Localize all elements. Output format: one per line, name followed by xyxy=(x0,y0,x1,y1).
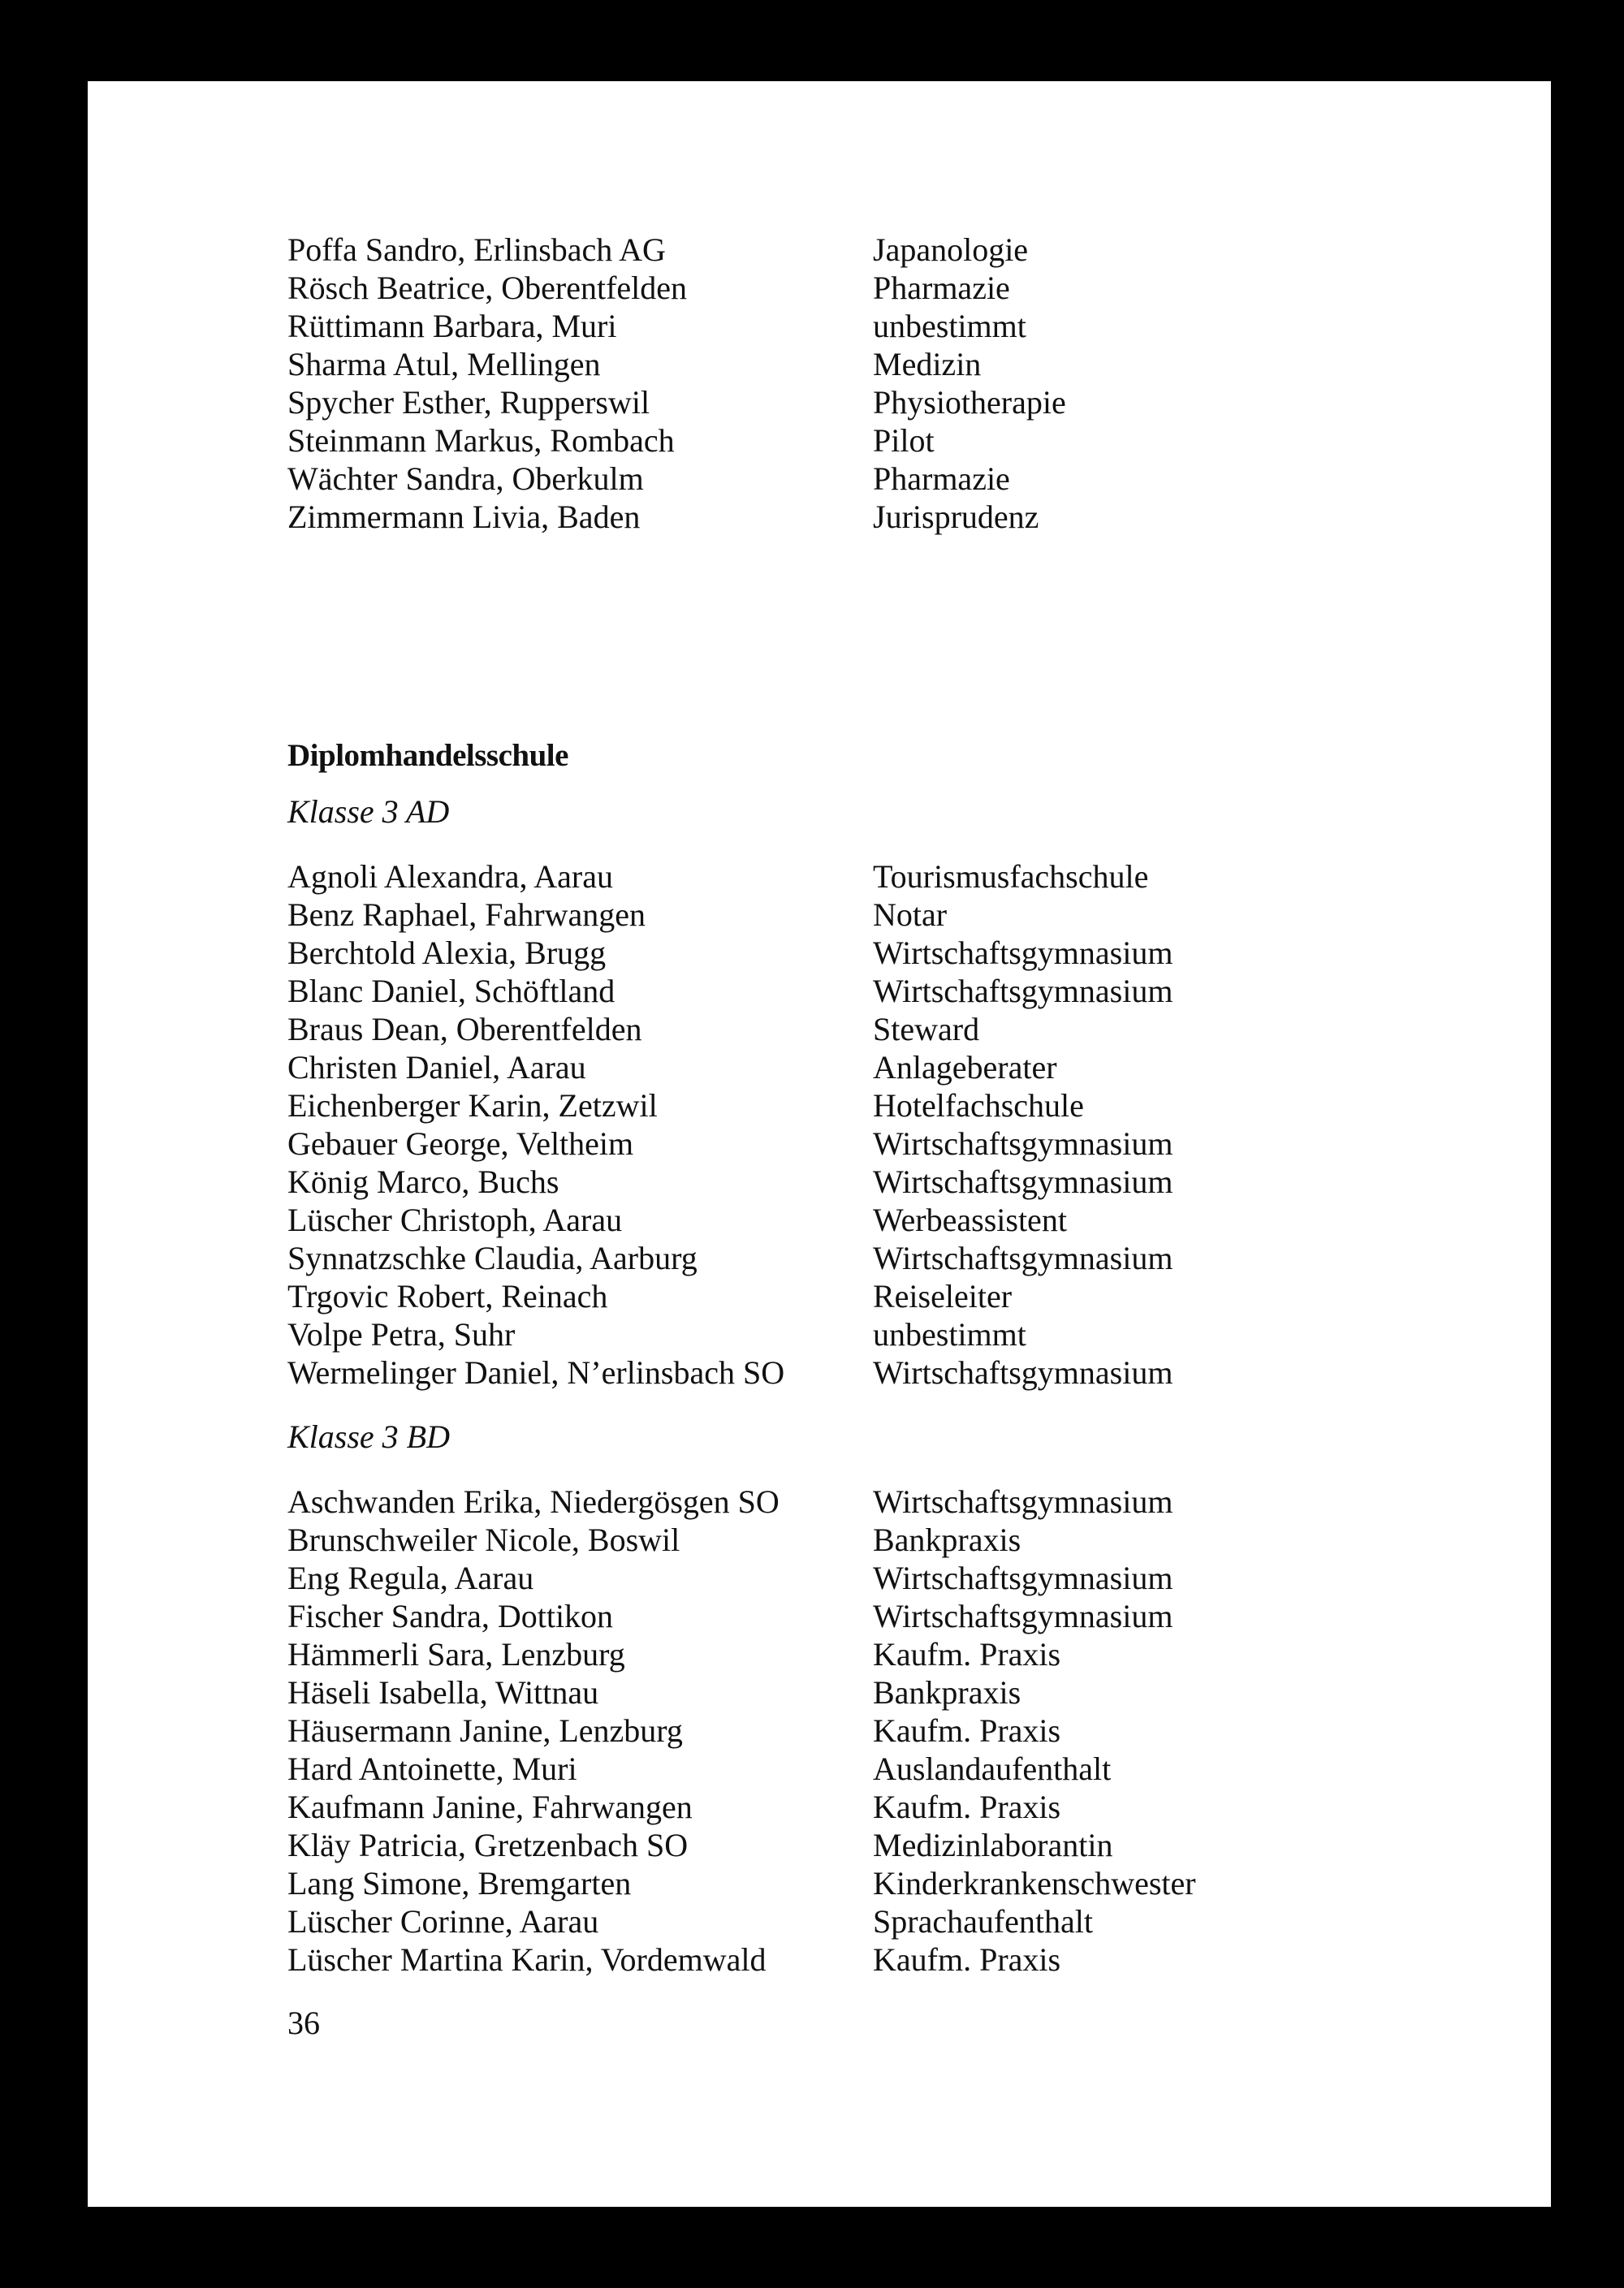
student-career: Kaufm. Praxis xyxy=(873,1941,1061,1978)
student-name: Lüscher Christoph, Aarau xyxy=(287,1202,623,1238)
student-row xyxy=(287,1086,1424,1125)
student-name: Christen Daniel, Aarau xyxy=(287,1049,586,1086)
student-career: Auslandaufenthalt xyxy=(873,1751,1112,1787)
student-row xyxy=(287,1826,1424,1864)
class-heading-3bd: Klasse 3 BD xyxy=(287,1418,450,1455)
student-career: Jurisprudenz xyxy=(873,499,1039,535)
student-name: Brunschweiler Nicole, Boswil xyxy=(287,1522,680,1558)
student-career: Kaufm. Praxis xyxy=(873,1636,1061,1673)
student-row xyxy=(287,383,1424,421)
student-row xyxy=(287,269,1424,307)
student-row xyxy=(287,1597,1424,1635)
student-name: Trgovic Robert, Reinach xyxy=(287,1278,608,1315)
student-name: Lüscher Martina Karin, Vordemwald xyxy=(287,1941,767,1978)
document-page xyxy=(88,81,1551,2207)
student-name: Fischer Sandra, Dottikon xyxy=(287,1598,614,1634)
student-name: Spycher Esther, Rupperswil xyxy=(287,384,650,421)
student-row xyxy=(287,1940,1424,1979)
student-career: Physiotherapie xyxy=(873,384,1066,421)
student-name: Kläy Patricia, Gretzenbach SO xyxy=(287,1827,689,1863)
student-name: Braus Dean, Oberentfelden xyxy=(287,1011,642,1047)
student-row xyxy=(287,1750,1424,1788)
student-row xyxy=(287,934,1424,972)
student-row xyxy=(287,1277,1424,1315)
student-name: Agnoli Alexandra, Aarau xyxy=(287,858,613,895)
class-3bd-student-list xyxy=(287,1483,1424,1979)
student-career: Hotelfachschule xyxy=(873,1087,1084,1124)
student-career: Pharmazie xyxy=(873,460,1010,497)
student-name: Rüttimann Barbara, Muri xyxy=(287,308,617,344)
student-name: Sharma Atul, Mellingen xyxy=(287,346,601,382)
student-row xyxy=(287,345,1424,383)
student-name: Zimmermann Livia, Baden xyxy=(287,499,641,535)
student-career: Werbeassistent xyxy=(873,1202,1067,1238)
student-row xyxy=(287,498,1424,536)
student-row xyxy=(287,1125,1424,1163)
student-career: Wirtschaftsgymnasium xyxy=(873,1240,1173,1276)
student-name: Gebauer George, Veltheim xyxy=(287,1125,634,1162)
student-name: Eng Regula, Aarau xyxy=(287,1560,534,1596)
student-row xyxy=(287,1788,1424,1826)
student-name: Hämmerli Sara, Lenzburg xyxy=(287,1636,625,1673)
student-row xyxy=(287,1559,1424,1597)
student-name: Hard Antoinette, Muri xyxy=(287,1751,577,1787)
student-row xyxy=(287,1864,1424,1902)
student-row xyxy=(287,896,1424,934)
student-career: Wirtschaftsgymnasium xyxy=(873,1163,1173,1200)
student-name: Blanc Daniel, Schöftland xyxy=(287,973,615,1009)
student-career: Japanologie xyxy=(873,231,1029,268)
student-career: Medizinlaborantin xyxy=(873,1827,1113,1863)
student-career: Pharmazie xyxy=(873,270,1010,306)
student-row xyxy=(287,307,1424,345)
student-row xyxy=(287,1163,1424,1201)
student-career: Bankpraxis xyxy=(873,1674,1021,1711)
student-career: Steward xyxy=(873,1011,980,1047)
student-row xyxy=(287,1635,1424,1673)
student-name: Poffa Sandro, Erlinsbach AG xyxy=(287,231,666,268)
student-career: Notar xyxy=(873,896,948,933)
student-career: Pilot xyxy=(873,422,935,459)
student-row xyxy=(287,1201,1424,1239)
student-row xyxy=(287,1902,1424,1940)
student-career: unbestimmt xyxy=(873,308,1026,344)
student-career: Tourismusfachschule xyxy=(873,858,1149,895)
student-name: Wermelinger Daniel, N’erlinsbach SO xyxy=(287,1354,785,1391)
student-row xyxy=(287,1521,1424,1559)
student-career: Wirtschaftsgymnasium xyxy=(873,973,1173,1009)
student-row xyxy=(287,857,1424,896)
student-row xyxy=(287,1673,1424,1712)
student-career: Wirtschaftsgymnasium xyxy=(873,1125,1173,1162)
student-career: Medizin xyxy=(873,346,982,382)
student-career: unbestimmt xyxy=(873,1316,1026,1353)
student-name: Wächter Sandra, Oberkulm xyxy=(287,460,644,497)
student-career: Sprachaufenthalt xyxy=(873,1903,1093,1940)
class-heading-3ad: Klasse 3 AD xyxy=(287,793,450,830)
student-career: Kinderkrankenschwester xyxy=(873,1865,1196,1902)
page-number: 36 xyxy=(287,2005,320,2041)
student-career: Wirtschaftsgymnasium xyxy=(873,1598,1173,1634)
student-name: Lüscher Corinne, Aarau xyxy=(287,1903,599,1940)
student-career: Wirtschaftsgymnasium xyxy=(873,1483,1173,1520)
student-row xyxy=(287,1483,1424,1521)
student-name: Aschwanden Erika, Niedergösgen SO xyxy=(287,1483,780,1520)
section-heading: Diplomhandelsschule xyxy=(287,738,568,773)
student-row xyxy=(287,421,1424,460)
student-name: Steinmann Markus, Rombach xyxy=(287,422,675,459)
student-career: Kaufm. Praxis xyxy=(873,1789,1061,1825)
student-name: Rösch Beatrice, Oberentfelden xyxy=(287,270,688,306)
student-name: Häusermann Janine, Lenzburg xyxy=(287,1712,683,1749)
student-row xyxy=(287,972,1424,1010)
student-career: Reiseleiter xyxy=(873,1278,1013,1315)
student-name: Häseli Isabella, Wittnau xyxy=(287,1674,599,1711)
continued-student-list xyxy=(287,231,1424,536)
student-career: Anlageberater xyxy=(873,1049,1057,1086)
student-row xyxy=(287,1010,1424,1048)
student-career: Wirtschaftsgymnasium xyxy=(873,1354,1173,1391)
student-row xyxy=(287,1712,1424,1750)
student-name: Benz Raphael, Fahrwangen xyxy=(287,896,646,933)
student-career: Kaufm. Praxis xyxy=(873,1712,1061,1749)
student-row xyxy=(287,1353,1424,1392)
student-career: Wirtschaftsgymnasium xyxy=(873,1560,1173,1596)
student-name: Synnatzschke Claudia, Aarburg xyxy=(287,1240,698,1276)
student-row xyxy=(287,460,1424,498)
student-name: Volpe Petra, Suhr xyxy=(287,1316,516,1353)
student-name: Lang Simone, Bremgarten xyxy=(287,1865,632,1902)
student-row xyxy=(287,1239,1424,1277)
student-row xyxy=(287,1048,1424,1086)
student-career: Bankpraxis xyxy=(873,1522,1021,1558)
student-row xyxy=(287,231,1424,269)
student-name: Kaufmann Janine, Fahrwangen xyxy=(287,1789,693,1825)
class-3ad-student-list xyxy=(287,857,1424,1392)
student-career: Wirtschaftsgymnasium xyxy=(873,935,1173,971)
student-name: Berchtold Alexia, Brugg xyxy=(287,935,607,971)
student-name: König Marco, Buchs xyxy=(287,1163,559,1200)
student-name: Eichenberger Karin, Zetzwil xyxy=(287,1087,658,1124)
student-row xyxy=(287,1315,1424,1353)
